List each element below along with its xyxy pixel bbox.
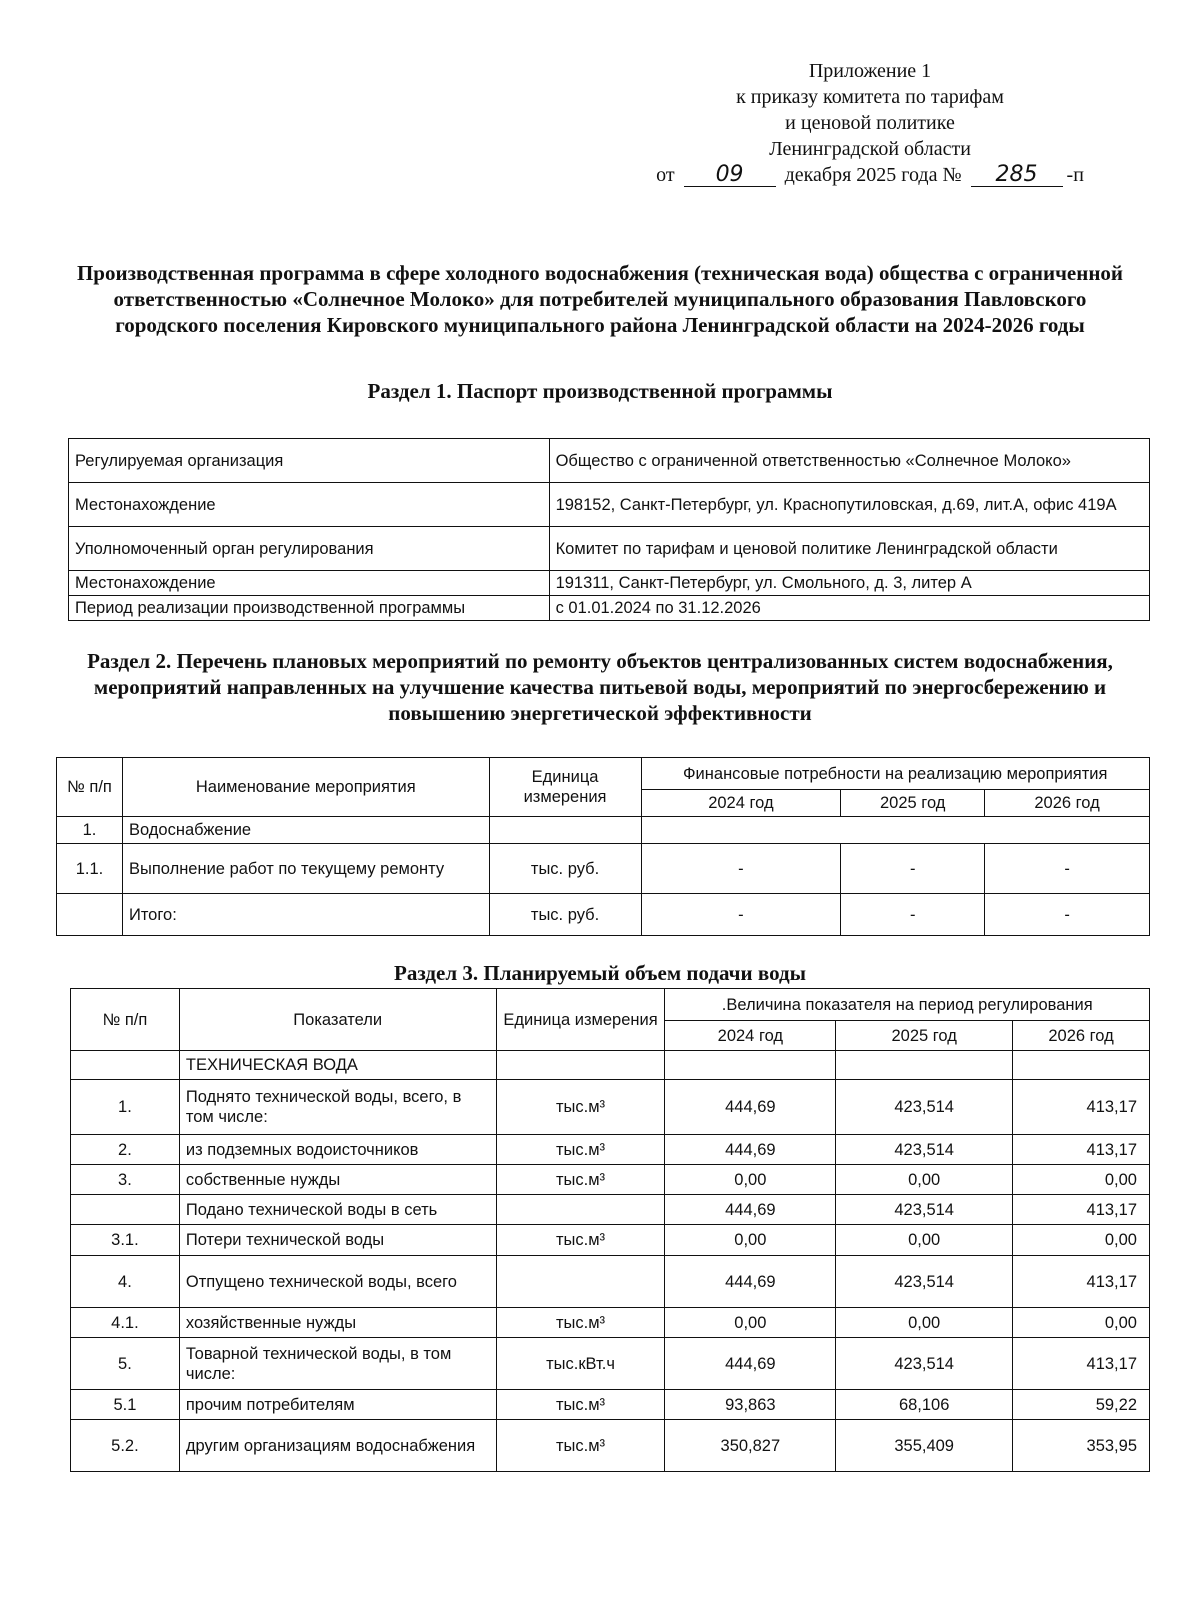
passport-value: 191311, Санкт-Петербург, ул. Смольного, д. 3, литер А [549,571,1149,596]
indicator-name: другим организациям водоснабжения [179,1420,496,1472]
value-2024: 444,69 [665,1080,836,1135]
value-2024: 350,827 [665,1420,836,1472]
unit: тыс. руб. [489,894,641,936]
value-2025: 0,00 [836,1165,1013,1195]
indicator-name: прочим потребителям [179,1390,496,1420]
t3-header-num: № п/п [71,989,180,1051]
t3-header-unit: Единица измерения [496,989,665,1051]
water-volume-table [70,988,1150,1472]
indicator-name: Отпущено технической воды, всего [179,1256,496,1308]
appendix-line-1: Приложение 1 [808,60,932,82]
section3-title: Раздел 3. Планируемый объем подачи воды [394,961,806,985]
section1-title: Раздел 1. Паспорт производственной программы [367,379,833,403]
value-2026: - [985,844,1150,894]
value-2026: 413,17 [1013,1135,1150,1165]
row-number: 2. [71,1135,180,1165]
row-number [71,1051,180,1080]
measure-name: Водоснабжение [122,817,489,844]
table-row [71,1256,1150,1308]
value-2025: 423,514 [836,1080,1013,1135]
value-2024: 0,00 [665,1225,836,1256]
passport-label: Местонахождение [69,571,550,596]
value-2026 [1013,1051,1150,1080]
unit: тыс.м³ [496,1308,665,1338]
measure-name: Выполнение работ по текущему ремонту [122,844,489,894]
value-2026: 59,22 [1013,1390,1150,1420]
row-number: 4.1. [71,1308,180,1338]
date-prefix: от [656,164,675,186]
table-row [57,844,1150,894]
table-row [71,1051,1150,1080]
indicator-name: Потери технической воды [179,1225,496,1256]
appendix-line-2: к приказу комитета по тарифам [736,86,1004,108]
value-2026: 413,17 [1013,1195,1150,1225]
order-date-line [600,162,1140,188]
value-2026: 413,17 [1013,1256,1150,1308]
table-row [71,1308,1150,1338]
row-number: 5.2. [71,1420,180,1472]
value-2024: - [641,894,841,936]
unit: тыс.м³ [496,1165,665,1195]
section2-title: Раздел 2. Перечень плановых мероприятий по ремонту объектов централизованных систем водоснабжения, мероприятий направленных на улучшение качества питьевой воды, мероприятий по энергосбережению и повышению энергетической эффективности [87,649,1113,725]
unit: тыс.кВт.ч [496,1338,665,1390]
passport-table [68,438,1150,621]
passport-label: Регулируемая организация [69,439,550,483]
table-row [71,1225,1150,1256]
t3-header-2025: 2025 год [836,1021,1013,1051]
row-number: 1.1. [57,844,123,894]
indicator-name: Поднято технической воды, всего, в том числе: [179,1080,496,1135]
passport-label: Уполномоченный орган регулирования [69,527,550,571]
table-row [71,1080,1150,1135]
value-2025: 423,514 [836,1338,1013,1390]
date-middle: декабря 2025 года № [784,164,962,186]
table-row [71,1165,1150,1195]
value-2025: 423,514 [836,1135,1013,1165]
t2-header-num: № п/п [57,758,123,817]
indicator-name: Товарной технической воды, в том числе: [179,1338,496,1390]
table-row [57,894,1150,936]
value-2025: 0,00 [836,1225,1013,1256]
t3-header-value: .Величина показателя на период регулирования [665,989,1150,1021]
t3-header-2024: 2024 год [665,1021,836,1051]
value-2026: 0,00 [1013,1165,1150,1195]
t2-header-unit: Единица измерения [489,758,641,817]
value-2026: 0,00 [1013,1308,1150,1338]
document-title: Производственная программа в сфере холодного водоснабжения (техническая вода) общества с ограниченной ответственностью «Солнечное Молоко» для потребителей муниципального образования Павловского городского поселения Кировского муниципального района Ленинградской области на 2024-2026 годы [76,261,1124,337]
t3-header-name: Показатели [179,989,496,1051]
row-number: 5. [71,1338,180,1390]
unit [489,817,641,844]
table-row [71,1338,1150,1390]
table-row [69,571,1150,596]
table-row [69,439,1150,483]
unit: тыс.м³ [496,1225,665,1256]
row-number: 1. [71,1080,180,1135]
appendix-line-3: и ценовой политике [785,112,955,134]
value-2025: 423,514 [836,1195,1013,1225]
t3-header-2026: 2026 год [1013,1021,1150,1051]
value-2024: - [641,844,841,894]
unit [496,1195,665,1225]
indicator-name: Подано технической воды в сеть [179,1195,496,1225]
value-2025: 355,409 [836,1420,1013,1472]
value-2024: 0,00 [665,1165,836,1195]
measure-name: Итого: [122,894,489,936]
t2-header-name: Наименование мероприятия [122,758,489,817]
unit: тыс.м³ [496,1390,665,1420]
appendix-header [600,58,1140,188]
value-2024: 444,69 [665,1338,836,1390]
table-row [69,527,1150,571]
passport-value: с 01.01.2024 по 31.12.2026 [549,596,1149,621]
value-2024: 444,69 [665,1195,836,1225]
appendix-line-4: Ленинградской области [769,138,971,160]
passport-label: Местонахождение [69,483,550,527]
handwritten-day: 09 [684,164,776,187]
unit [496,1256,665,1308]
indicator-name: ТЕХНИЧЕСКАЯ ВОДА [179,1051,496,1080]
table-row [57,817,1150,844]
handwritten-order-number: 285 [971,164,1063,187]
value-2025 [836,1051,1013,1080]
value-2024: 0,00 [665,1308,836,1338]
t2-header-2025: 2025 год [841,790,985,817]
unit: тыс. руб. [489,844,641,894]
value-2024: 93,863 [665,1390,836,1420]
unit: тыс.м³ [496,1135,665,1165]
table-row [71,1195,1150,1225]
value-2026: 353,95 [1013,1420,1150,1472]
row-number [71,1195,180,1225]
indicator-name: собственные нужды [179,1165,496,1195]
table-row [71,1420,1150,1472]
value-2025: - [841,844,985,894]
value-2026: 413,17 [1013,1080,1150,1135]
unit: тыс.м³ [496,1080,665,1135]
t2-header-2024: 2024 год [641,790,841,817]
unit [496,1051,665,1080]
value-2025: 423,514 [836,1256,1013,1308]
unit: тыс.м³ [496,1420,665,1472]
row-number: 5.1 [71,1390,180,1420]
value-2025: - [841,894,985,936]
t2-header-2026: 2026 год [985,790,1150,817]
passport-value: Комитет по тарифам и ценовой политике Ленинградской области [549,527,1149,571]
table-row [69,483,1150,527]
passport-value: 198152, Санкт-Петербург, ул. Краснопутиловская, д.69, лит.А, офис 419А [549,483,1149,527]
indicator-name: хозяйственные нужды [179,1308,496,1338]
row-number: 1. [57,817,123,844]
row-number: 3.1. [71,1225,180,1256]
row-number: 4. [71,1256,180,1308]
value-2024: 444,69 [665,1256,836,1308]
indicator-name: из подземных водоисточников [179,1135,496,1165]
t2-header-finance: Финансовые потребности на реализацию мероприятия [641,758,1150,790]
value-2024 [665,1051,836,1080]
value-2025: 0,00 [836,1308,1013,1338]
value-2026: 413,17 [1013,1338,1150,1390]
row-number [57,894,123,936]
value-2024: 444,69 [665,1135,836,1165]
passport-label: Период реализации производственной программы [69,596,550,621]
table-row [71,1390,1150,1420]
measures-table [56,757,1150,936]
row-number: 3. [71,1165,180,1195]
value-2025: 68,106 [836,1390,1013,1420]
value-2026: 0,00 [1013,1225,1150,1256]
value-2026: - [985,894,1150,936]
finance-empty [641,817,1150,844]
order-number-suffix: -п [1066,164,1084,186]
table-row [71,1135,1150,1165]
table-row [69,596,1150,621]
passport-value: Общество с ограниченной ответственностью «Солнечное Молоко» [549,439,1149,483]
